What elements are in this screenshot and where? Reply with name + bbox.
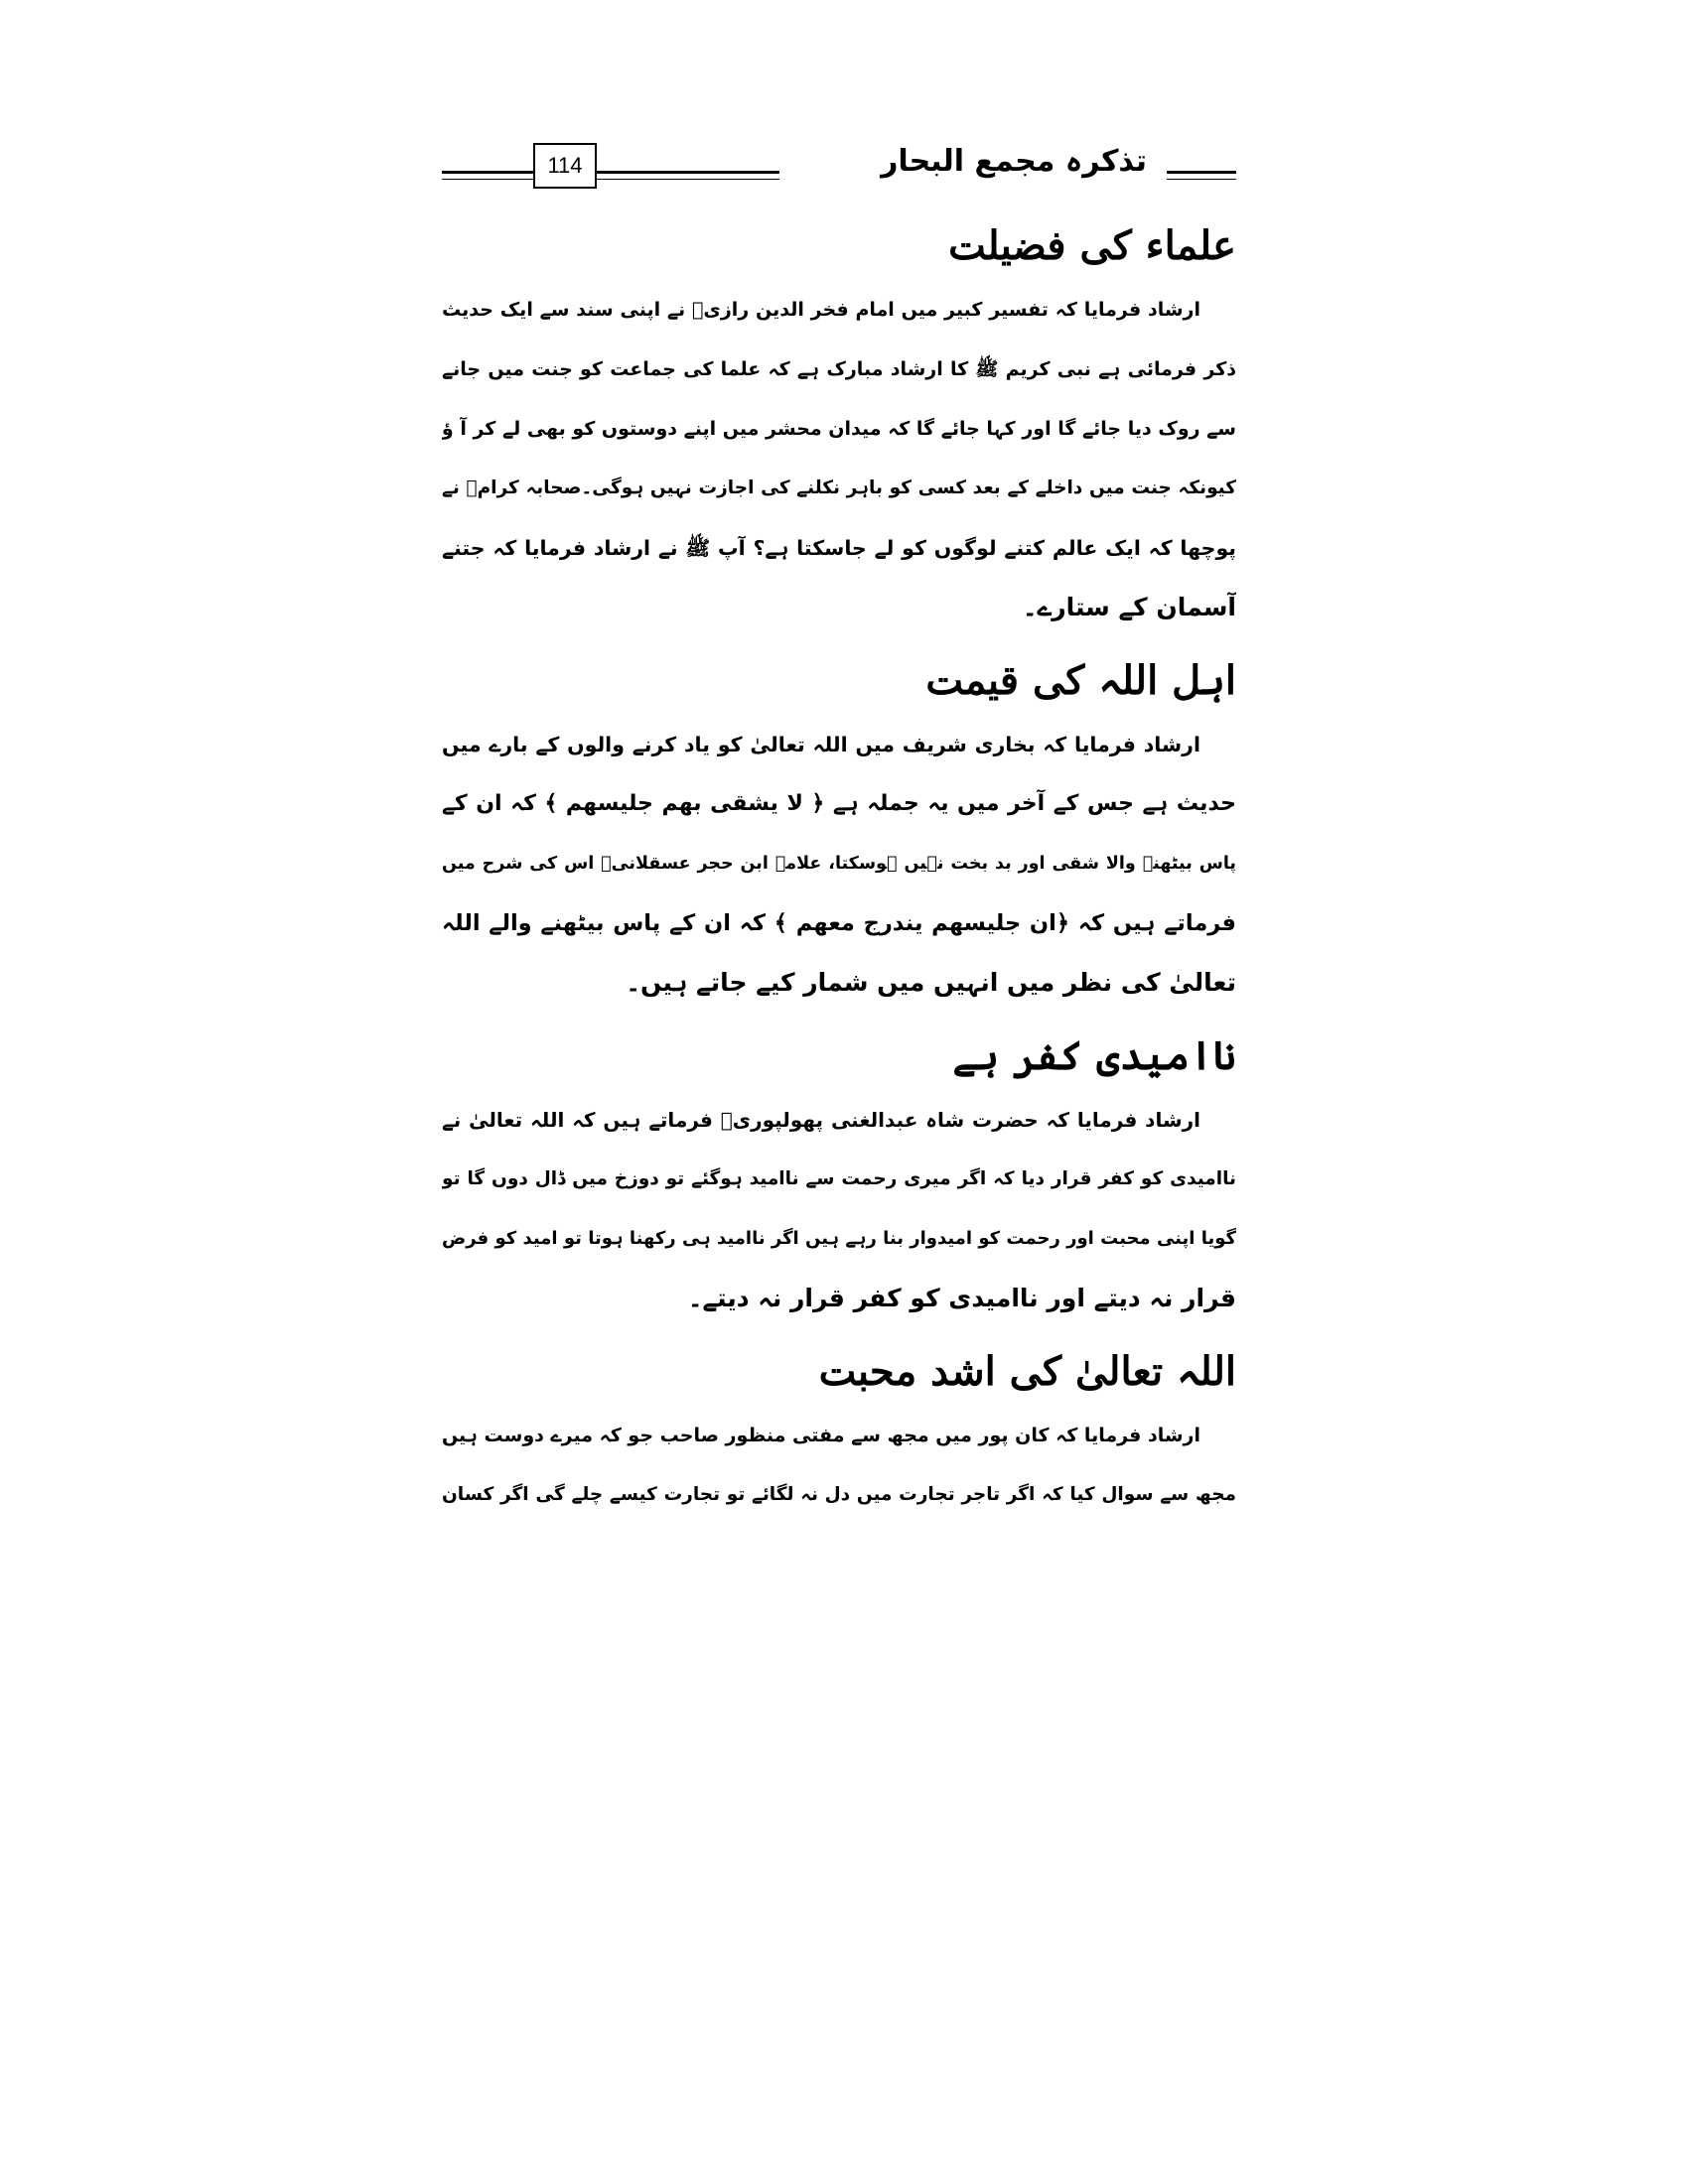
- page-header: [442, 139, 1236, 201]
- text-line: گویا اپنی محبت اور رحمت کو امیدوار بنا رہے ہیں اگر ناامید ہی رکھنا ہوتا تو امید کو فرض: [442, 1228, 1236, 1249]
- text-line: ارشاد فرمایا کہ تفسیر کبیر میں امام فخر الدین رازیؒ نے اپنی سند سے ایک حدیث: [442, 299, 1200, 321]
- text-line: کیونکہ جنت میں داخلے کے بعد کسی کو باہر نکلنے کی اجازت نہیں ہوگی۔صحابہ کرامؓ نے: [442, 478, 1236, 498]
- text-line: ارشاد فرمایا کہ کان پور میں مجھ سے مفتی منظور صاحب جو کہ میرے دوست ہیں: [442, 1425, 1200, 1446]
- page-content: [442, 218, 1236, 1541]
- text-line: پاس بیٹھنے والا شقی اور بد بخت نہیں ہوسکتا، علامہ ابن حجر عسقلانیؒ اس کی شرح میں: [442, 854, 1236, 874]
- section-paragraph: [442, 280, 1236, 637]
- header-rule-right-bottom: [1167, 179, 1236, 180]
- section-paragraph: [442, 1090, 1236, 1328]
- section-paragraph: [442, 715, 1236, 1013]
- section-heading: اللہ تعالیٰ کی اشد محبت: [818, 1348, 1236, 1395]
- section-heading: علماء کی فضیلت: [948, 222, 1236, 269]
- text-line: ارشاد فرمایا کہ بخاری شریف میں اللہ تعالیٰ کو یاد کرنے والوں کے بارے میں: [442, 733, 1200, 756]
- header-rule-middle-bottom: [597, 179, 779, 180]
- text-line: فرماتے ہیں کہ ﴿ان جلیسھم یندرج معھم ﴾ کہ ان کے پاس بیٹھنے والے اللہ: [442, 910, 1236, 936]
- text-line: ذکر فرمائی ہے نبی کریم ﷺ کا ارشاد مبارک ہے کہ علما کی جماعت کو جنت میں جانے: [442, 358, 1236, 380]
- text-line: قرار نہ دیتے اور ناامیدی کو کفر قرار نہ دیتے۔: [687, 1284, 1236, 1312]
- book-title: تذکرہ مجمع البحار: [881, 144, 1147, 179]
- header-rule-left-top: [442, 171, 533, 174]
- text-line: تعالیٰ کی نظر میں انہیں میں شمار کیے جاتے ہیں۔: [626, 968, 1236, 997]
- text-line: آسمان کے ستارے۔: [1022, 593, 1236, 621]
- section-heading: ناامیدی کفر ہے: [952, 1032, 1236, 1079]
- page-number-box: [533, 143, 597, 189]
- text-line: ارشاد فرمایا کہ حضرت شاہ عبدالغنی پھولپوریؒ فرماتے ہیں کہ اللہ تعالیٰ نے: [442, 1108, 1200, 1132]
- text-line: ناامیدی کو کفر قرار دیا کہ اگر میری رحمت سے ناامید ہوگئے تو دوزخ میں ڈال دوں گا تو: [442, 1168, 1236, 1189]
- header-rule-right-top: [1167, 171, 1236, 174]
- text-line: مجھ سے سوال کیا کہ اگر تاجر تجارت میں دل نہ لگائے تو تجارت کیسے چلے گی اگر کسان: [442, 1484, 1236, 1505]
- header-rule-left-bottom: [442, 179, 533, 180]
- text-line: سے روک دیا جائے گا اور کہا جائے گا کہ میدان محشر میں اپنے دوستوں کو بھی لے کر آ ؤ: [442, 418, 1236, 440]
- section-paragraph: [442, 1406, 1236, 1525]
- text-line: حدیث ہے جس کے آخر میں یہ جملہ ہے ﴿ لا یشقی بھم جلیسھم ﴾ کہ ان کے: [442, 791, 1236, 816]
- text-line: پوچھا کہ ایک عالم کتنے لوگوں کو لے جاسکتا ہے؟ آپ ﷺ نے ارشاد فرمایا کہ جتنے: [442, 536, 1236, 560]
- page-number: 114: [547, 153, 583, 178]
- section-heading: اہل اللہ کی قیمت: [925, 657, 1236, 704]
- header-rule-middle-top: [597, 171, 779, 174]
